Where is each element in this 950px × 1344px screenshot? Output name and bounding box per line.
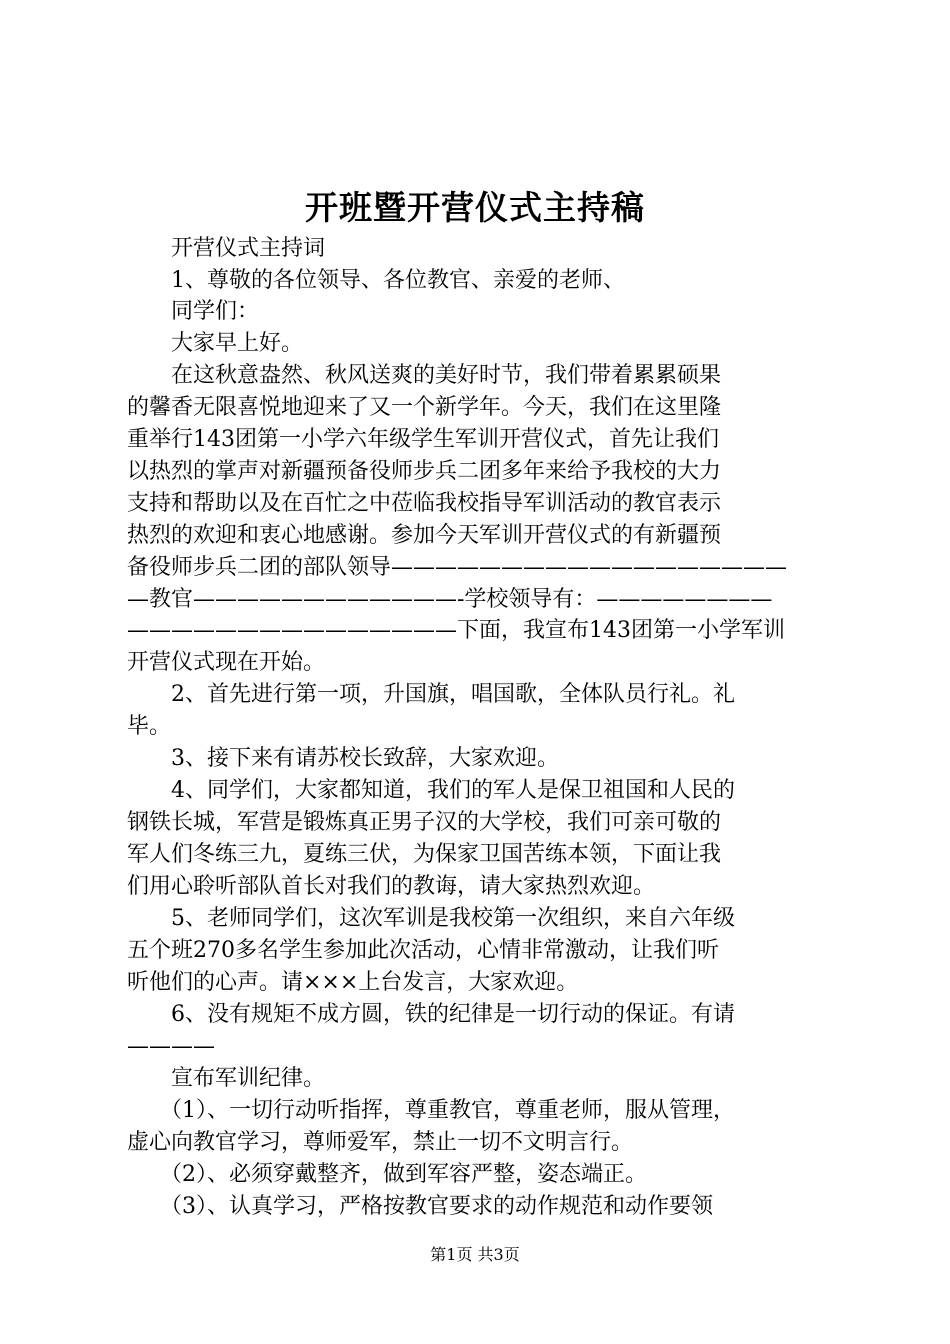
body-line: 4、同学们，大家都知道，我们的军人是保卫祖国和人民的 (127, 778, 735, 803)
body-line: 军人们冬练三九，夏练三伏，为保家卫国苦练本领，下面让我 (127, 842, 722, 867)
body-line: 5、老师同学们，这次军训是我校第一次组织，来自六年级 (127, 906, 735, 931)
body-line: 以热烈的掌声对新疆预备役师步兵二团多年来给予我校的大力 (127, 459, 722, 484)
body-line: （3）、认真学习，严格按教官要求的动作规范和动作要领 (127, 1194, 713, 1219)
body-line: 大家早上好。 (127, 331, 304, 356)
body-line: （1）、一切行动听指挥，尊重教官，尊重老师，服从管理， (127, 1098, 735, 1123)
document-title: 开班暨开营仪式主持稿 (305, 188, 645, 227)
body-line: 2、首先进行第一项，升国旗，唱国歌，全体队员行礼。礼 (127, 682, 735, 707)
body-line: 毕。 (127, 714, 172, 739)
body-line: 支持和帮助以及在百忙之中莅临我校指导军训活动的教官表示 (127, 491, 722, 516)
body-line: ———————————————下面，我宣布143团第一小学军训 (127, 618, 785, 643)
body-line: —教官————————————-学校领导有：———————— (127, 587, 773, 612)
body-line: 6、没有规矩不成方圆，铁的纪律是一切行动的保证。有请 (127, 1002, 735, 1027)
body-line: 在这秋意盎然、秋风送爽的美好时节，我们带着累累硕果 (127, 363, 722, 388)
body-line: 备役师步兵二团的部队领导—————————————————— (127, 555, 788, 580)
body-line: 的馨香无限喜悦地迎来了又一个新学年。今天，我们在这里隆 (127, 395, 722, 420)
body-line: （2）、必须穿戴整齐，做到军容严整，姿态端正。 (127, 1162, 647, 1187)
body-line: 们用心聆听部队首长对我们的教诲，请大家热烈欢迎。 (127, 874, 656, 899)
body-line: 1、尊敬的各位领导、各位教官、亲爱的老师、 (127, 268, 625, 293)
body-line: 热烈的欢迎和衷心地感谢。参加今天军训开营仪式的有新疆预 (127, 523, 722, 548)
page-number: 第1页 共3页 (430, 1245, 520, 1264)
body-line: 宣布军训纪律。 (127, 1066, 326, 1091)
body-line: 听他们的心声。请×××上台发言，大家欢迎。 (127, 970, 579, 995)
body-line: 五个班270多名学生参加此次活动，心情非常激动，让我们听 (127, 938, 719, 963)
body-line: 虚心向教官学习，尊师爱军，禁止一切不文明言行。 (127, 1130, 634, 1155)
body-line: 钢铁长城，军营是锻炼真正男子汉的大学校，我们可亲可敬的 (127, 810, 722, 835)
body-line: 同学们： (127, 299, 260, 324)
body-line: 重举行143团第一小学六年级学生军训开营仪式，首先让我们 (127, 427, 719, 452)
body-line: ———— (127, 1034, 215, 1059)
body-line: 3、接下来有请苏校长致辞，大家欢迎。 (127, 746, 559, 771)
body-line: 开营仪式现在开始。 (127, 650, 326, 675)
body-line: 开营仪式主持词 (127, 236, 326, 261)
